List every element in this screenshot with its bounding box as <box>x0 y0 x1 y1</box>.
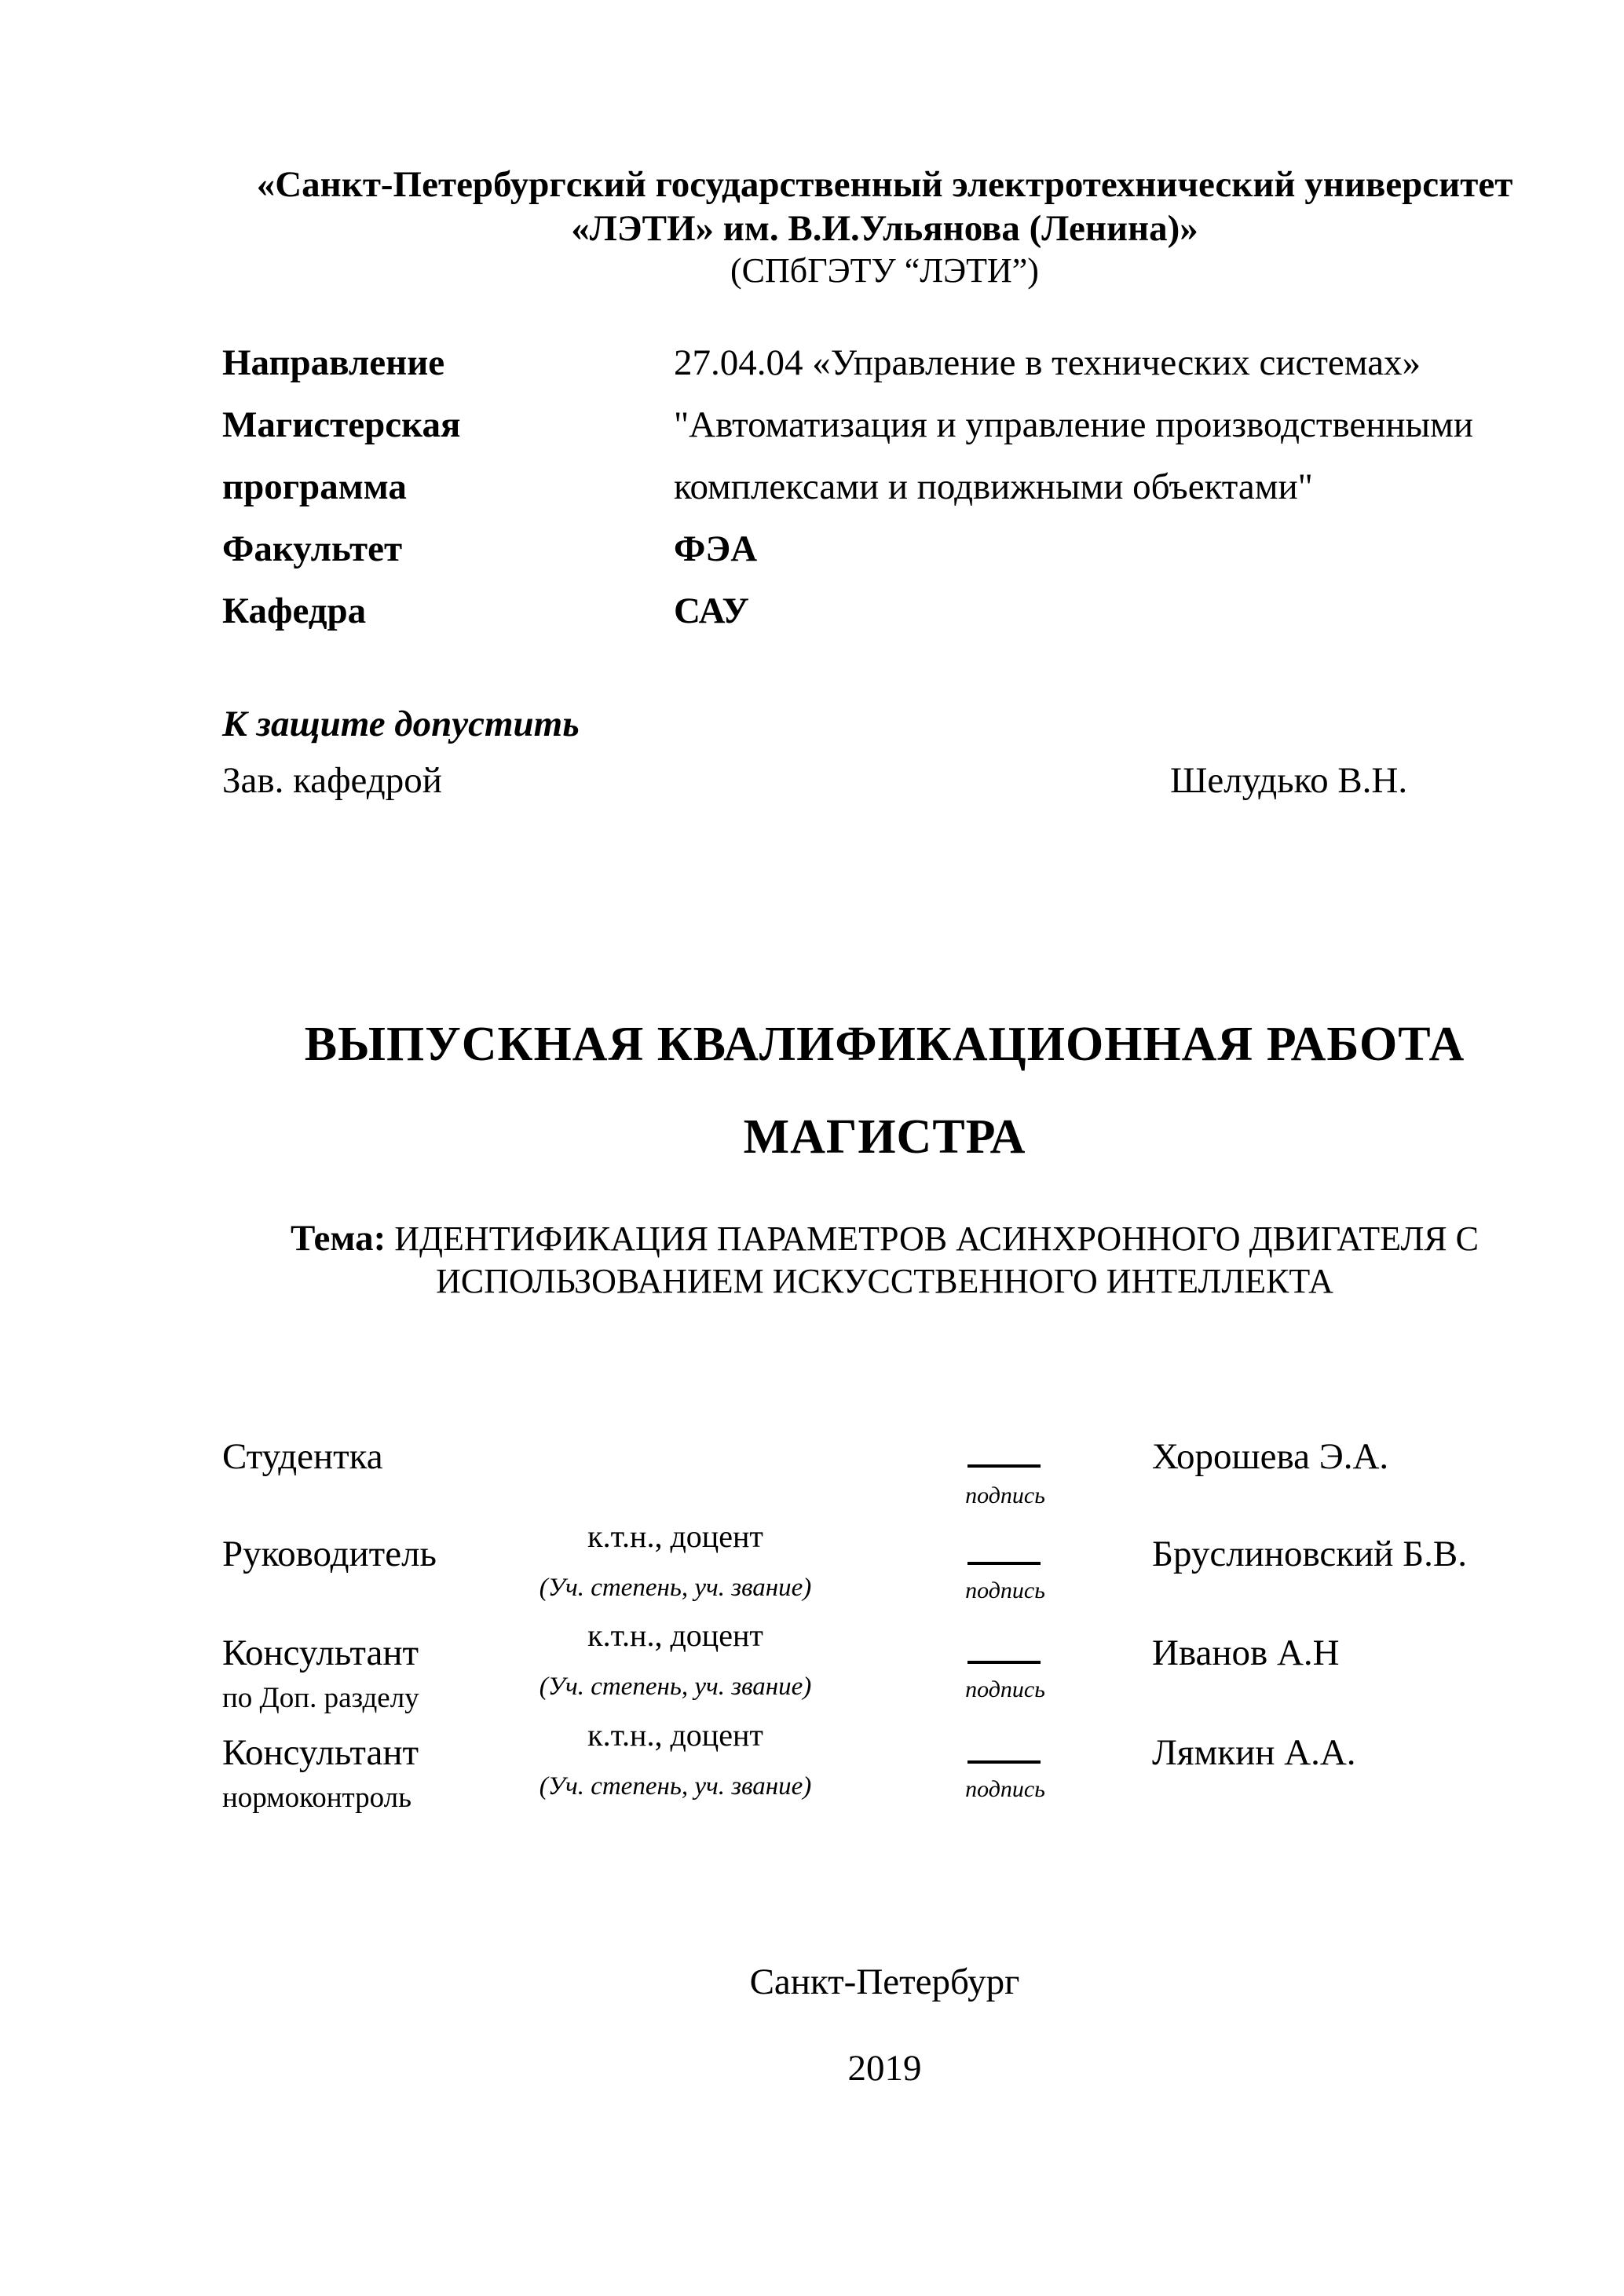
signature-role-consultant-2: Консультант <box>222 1732 419 1773</box>
signature-name-supervisor: Бруслиновский Б.В. <box>1152 1534 1467 1574</box>
program-label-line2: программа <box>222 466 407 507</box>
direction-value: 27.04.04 «Управление в технических системах» <box>674 342 1421 383</box>
department-label: Кафедра <box>222 590 367 631</box>
signature-caption-student: подпись <box>965 1483 1045 1508</box>
signature-role-supervisor: Руководитель <box>222 1534 437 1574</box>
signature-name-student: Хорошева Э.А. <box>1152 1436 1389 1477</box>
theme-label: Тема: <box>291 1218 386 1259</box>
footer-year: 2019 <box>847 2048 922 2089</box>
university-name-line1: «Санкт-Петербургский государственный электротехнический университет <box>256 164 1513 205</box>
signature-subrole-consultant-2: нормоконтроль <box>222 1782 412 1814</box>
theme-text-line1: ИДЕНТИФИКАЦИЯ ПАРАМЕТРОВ АСИНХРОННОГО ДВИГАТЕЛЯ С <box>394 1219 1479 1258</box>
signature-caption-consultant-1: подпись <box>965 1676 1045 1702</box>
faculty-value: ФЭА <box>674 528 758 569</box>
university-abbreviation: (СПбГЭТУ “ЛЭТИ”) <box>730 251 1039 290</box>
faculty-label: Факультет <box>222 528 403 569</box>
direction-label: Направление <box>222 342 445 383</box>
degree-caption-consultant-1: (Уч. степень, уч. звание) <box>539 1673 812 1701</box>
department-value: САУ <box>674 590 749 631</box>
signature-line-consultant-2 <box>967 1760 1041 1764</box>
university-name-line2: «ЛЭТИ» им. В.И.Ульянова (Ленина)» <box>571 208 1198 249</box>
signature-line-supervisor <box>967 1562 1041 1565</box>
degree-caption-supervisor: (Уч. степень, уч. звание) <box>539 1574 812 1602</box>
signature-line-consultant-1 <box>967 1661 1041 1664</box>
program-value-line1: "Автоматизация и управление производственными <box>674 404 1474 445</box>
degree-caption-consultant-2: (Уч. степень, уч. звание) <box>539 1772 812 1801</box>
signature-name-consultant-2: Лямкин А.А. <box>1152 1732 1356 1773</box>
degree-consultant-1: к.т.н., доцент <box>587 1618 763 1653</box>
degree-consultant-2: к.т.н., доцент <box>587 1717 763 1753</box>
signature-line-student <box>967 1464 1041 1468</box>
signature-name-consultant-1: Иванов А.Н <box>1152 1632 1340 1673</box>
signature-role-consultant-1: Консультант <box>222 1632 419 1673</box>
theme-text-line2: ИСПОЛЬЗОВАНИЕМ ИСКУССТВЕННОГО ИНТЕЛЛЕКТА <box>436 1262 1333 1300</box>
signature-subrole-consultant-1: по Доп. разделу <box>222 1682 419 1714</box>
theme-line1 <box>222 1217 1547 1260</box>
signature-caption-supervisor: подпись <box>965 1578 1045 1603</box>
signature-role-student: Студентка <box>222 1436 383 1477</box>
program-label-line1: Магистерская <box>222 404 461 445</box>
program-value-line2: комплексами и подвижными объектами" <box>674 466 1313 507</box>
signature-caption-consultant-2: подпись <box>965 1776 1045 1802</box>
work-title-line2: МАГИСТРА <box>743 1110 1026 1164</box>
footer-city: Санкт-Петербург <box>749 1961 1020 2002</box>
admission-role: Зав. кафедрой <box>222 760 442 801</box>
admission-heading: К защите допустить <box>222 704 580 744</box>
degree-supervisor: к.т.н., доцент <box>587 1519 763 1554</box>
work-title-line1: ВЫПУСКНАЯ КВАЛИФИКАЦИОННАЯ РАБОТА <box>304 1018 1465 1071</box>
admission-name: Шелудько В.Н. <box>1170 760 1408 801</box>
